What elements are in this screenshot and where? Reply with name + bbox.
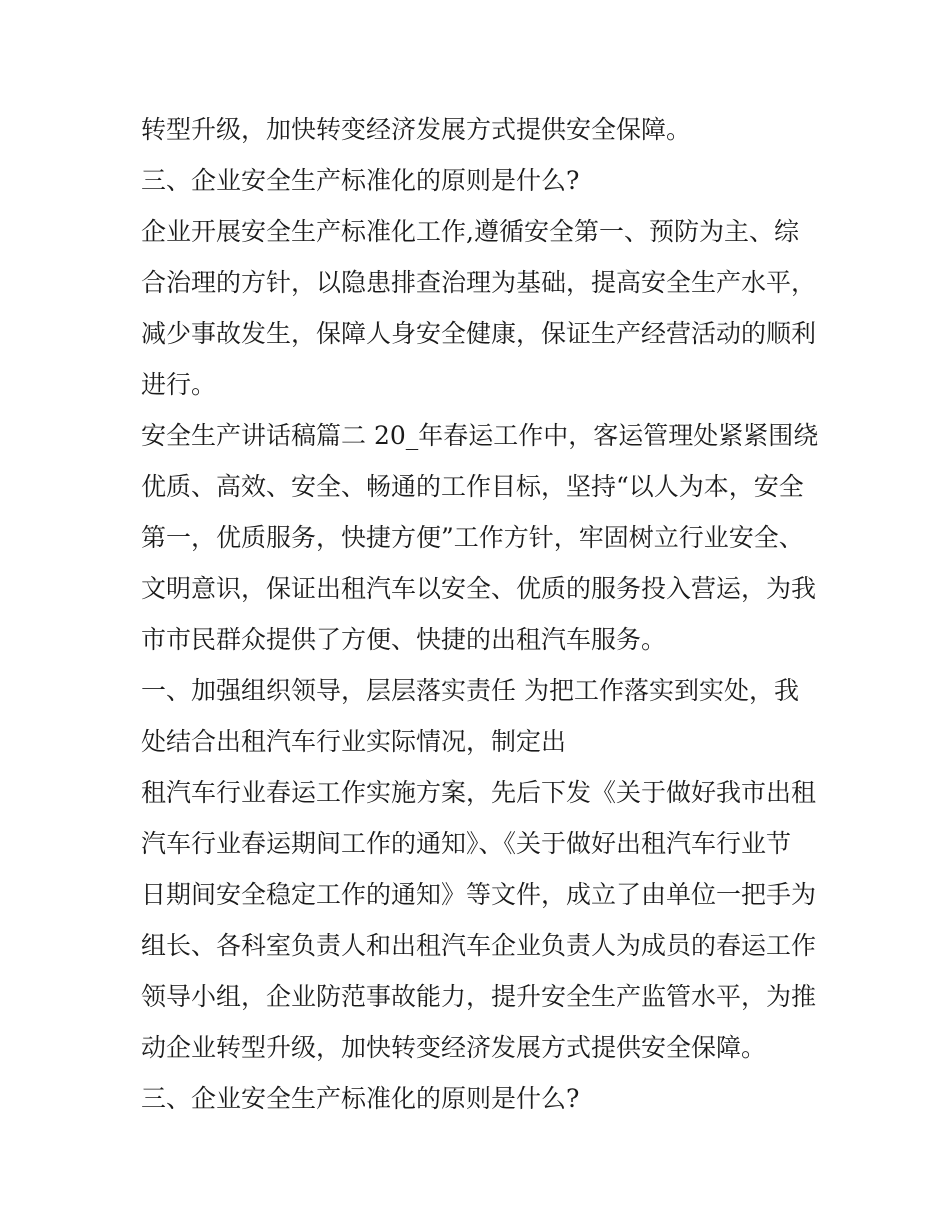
text-line: 企业开展安全生产标准化工作,遵循安全第一、预防为主、综 bbox=[141, 217, 799, 246]
text-line: 组长、各科室负责人和出租汽车企业负责人为成员的春运工作 bbox=[141, 931, 817, 960]
text-line: 文明意识，保证出租汽车以安全、优质的服务投入营运，为我 bbox=[141, 574, 817, 603]
text-line: 日期间安全稳定工作的通知》等文件，成立了由单位一把手为 bbox=[141, 880, 817, 909]
section-heading: 一、加强组织领导，层层落实责任 为把工作落实到实处，我 bbox=[141, 676, 799, 705]
section-heading: 三、企业安全生产标准化的原则是什么? bbox=[141, 166, 580, 195]
text-line: 优质、高效、安全、畅通的工作目标，坚持“以人为本，安全 bbox=[141, 472, 804, 501]
text-line: 进行。 bbox=[141, 370, 217, 399]
text-line: 处结合出租汽车行业实际情况，制定出 bbox=[141, 727, 567, 756]
text-line: 市市民群众提供了方便、快捷的出租汽车服务。 bbox=[141, 625, 667, 654]
text-line: 第一，优质服务，快捷方便”工作方针，牢固树立行业安全、 bbox=[141, 523, 804, 552]
text-line: 租汽车行业春运工作实施方案，先后下发《关于做好我市出租 bbox=[141, 778, 817, 807]
text-line: 领导小组，企业防范事故能力，提升安全生产监管水平，为推 bbox=[141, 982, 817, 1011]
text-line: 减少事故发生，保障人身安全健康，保证生产经营活动的顺利 bbox=[141, 319, 817, 348]
text-line: 汽车行业春运期间工作的通知》、《关于做好出租汽车行业节 bbox=[141, 829, 792, 858]
text-line: 转型升级，加快转变经济发展方式提供安全保障。 bbox=[141, 115, 692, 144]
text-line: 合治理的方针，以隐患排查治理为基础，提高安全生产水平， bbox=[141, 268, 817, 297]
text-line: 动企业转型升级，加快转变经济发展方式提供安全保障。 bbox=[141, 1033, 767, 1062]
text-line: 安全生产讲话稿篇二 20_年春运工作中，客运管理处紧紧围绕 bbox=[141, 421, 819, 450]
section-heading: 三、企业安全生产标准化的原则是什么? bbox=[141, 1084, 580, 1113]
